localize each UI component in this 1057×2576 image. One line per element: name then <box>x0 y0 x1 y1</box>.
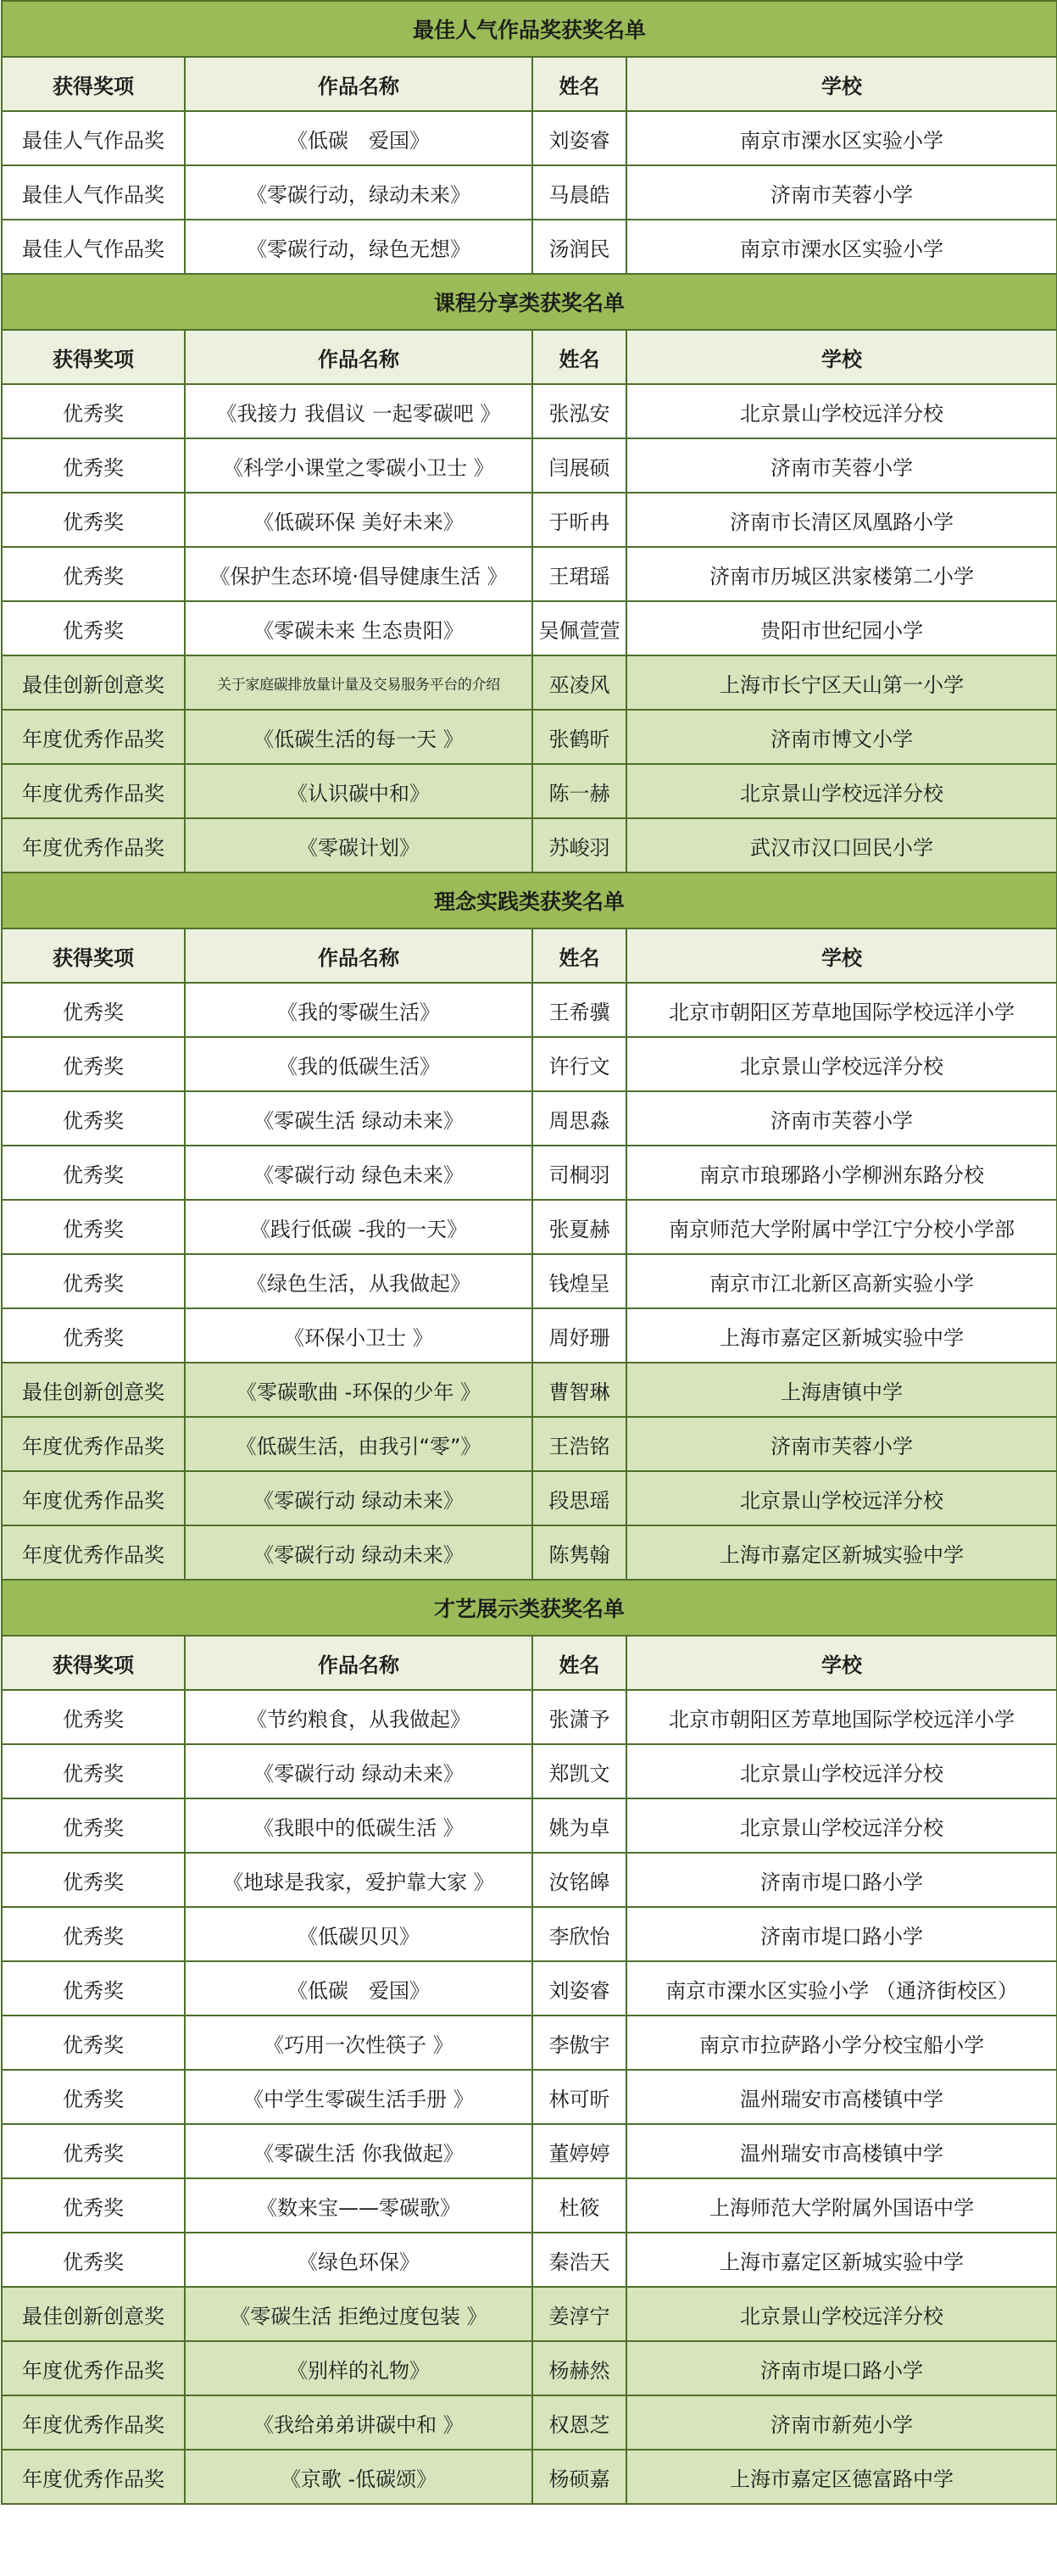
cell-award: 年度优秀作品奖 <box>2 1471 185 1525</box>
cell-name: 杨赫然 <box>532 2341 626 2395</box>
table-row <box>2 2233 1057 2287</box>
table-row <box>2 1363 1057 1417</box>
cell-school: 北京景山学校远洋分校 <box>626 384 1057 438</box>
cell-name: 郑凯文 <box>532 1744 626 1798</box>
table-row <box>2 2341 1057 2395</box>
cell-name: 杜筱 <box>532 2178 626 2233</box>
column-header-row <box>2 57 1057 111</box>
header-award: 获得奖项 <box>2 1636 185 1690</box>
cell-award: 优秀奖 <box>2 2233 185 2287</box>
table-row <box>2 601 1057 655</box>
cell-work: 《零碳行动 绿动未来》 <box>185 1744 532 1798</box>
table-row <box>2 1308 1057 1363</box>
cell-school: 上海师范大学附属外国语中学 <box>626 2178 1057 2233</box>
cell-award: 优秀奖 <box>2 2124 185 2178</box>
cell-school: 济南市堤口路小学 <box>626 1907 1057 1961</box>
cell-award: 最佳创新创意奖 <box>2 655 185 710</box>
cell-name: 权恩芝 <box>532 2395 626 2450</box>
cell-work: 《低碳 爱国》 <box>185 1961 532 2016</box>
cell-award: 年度优秀作品奖 <box>2 2395 185 2450</box>
section-title: 课程分享类获奖名单 <box>2 274 1057 330</box>
cell-name: 闫展硕 <box>532 438 626 493</box>
cell-name: 苏峻羽 <box>532 818 626 873</box>
cell-work: 《低碳生活的每一天 》 <box>185 710 532 764</box>
cell-name: 许行文 <box>532 1037 626 1091</box>
cell-work: 《低碳生活，由我引“零”》 <box>185 1417 532 1471</box>
table-row <box>2 1417 1057 1471</box>
cell-award: 优秀奖 <box>2 438 185 493</box>
cell-work: 《零碳歌曲 -环保的少年 》 <box>185 1363 532 1417</box>
cell-award: 优秀奖 <box>2 2070 185 2124</box>
cell-school: 北京景山学校远洋分校 <box>626 764 1057 818</box>
table-row <box>2 818 1057 873</box>
cell-work: 《绿色生活，从我做起》 <box>185 1254 532 1308</box>
cell-school: 南京市溧水区实验小学 <box>626 220 1057 274</box>
cell-name: 李傲宇 <box>532 2016 626 2070</box>
table-row <box>2 710 1057 764</box>
cell-work: 《节约粮食，从我做起》 <box>185 1690 532 1744</box>
cell-school: 北京景山学校远洋分校 <box>626 1744 1057 1798</box>
cell-work: 《零碳生活 拒绝过度包装 》 <box>185 2287 532 2341</box>
header-school: 学校 <box>626 928 1057 983</box>
cell-work: 《零碳生活 你我做起》 <box>185 2124 532 2178</box>
cell-award: 最佳人气作品奖 <box>2 165 185 220</box>
cell-work: 《零碳行动，绿动未来》 <box>185 165 532 220</box>
table-row <box>2 2178 1057 2233</box>
table-row <box>2 655 1057 710</box>
table-row <box>2 2124 1057 2178</box>
table-row <box>2 1525 1057 1580</box>
cell-award: 年度优秀作品奖 <box>2 2450 185 2504</box>
cell-work: 《零碳行动 绿动未来》 <box>185 1471 532 1525</box>
cell-school: 南京市江北新区高新实验小学 <box>626 1254 1057 1308</box>
cell-name: 李欣怡 <box>532 1907 626 1961</box>
cell-work: 《零碳未来 生态贵阳》 <box>185 601 532 655</box>
cell-name: 于昕冉 <box>532 493 626 547</box>
cell-school: 济南市堤口路小学 <box>626 2341 1057 2395</box>
cell-name: 吴佩萱萱 <box>532 601 626 655</box>
cell-name: 周妤珊 <box>532 1308 626 1363</box>
cell-award: 优秀奖 <box>2 1798 185 1853</box>
cell-award: 优秀奖 <box>2 1853 185 1907</box>
cell-school: 北京景山学校远洋分校 <box>626 1471 1057 1525</box>
cell-school: 济南市历城区洪家楼第二小学 <box>626 547 1057 601</box>
header-name: 姓名 <box>532 928 626 983</box>
cell-school: 上海市长宁区天山第一小学 <box>626 655 1057 710</box>
table-row <box>2 384 1057 438</box>
cell-school: 济南市新苑小学 <box>626 2395 1057 2450</box>
section-title: 才艺展示类获奖名单 <box>2 1580 1057 1636</box>
table-row <box>2 220 1057 274</box>
cell-name: 王希骥 <box>532 983 626 1037</box>
cell-name: 张鹤昕 <box>532 710 626 764</box>
cell-award: 优秀奖 <box>2 1907 185 1961</box>
cell-school: 温州瑞安市高楼镇中学 <box>626 2124 1057 2178</box>
header-work: 作品名称 <box>185 57 532 111</box>
cell-name: 段思瑶 <box>532 1471 626 1525</box>
cell-name: 王珺瑶 <box>532 547 626 601</box>
cell-school: 北京景山学校远洋分校 <box>626 1798 1057 1853</box>
header-name: 姓名 <box>532 57 626 111</box>
column-header-row <box>2 928 1057 983</box>
cell-work: 《零碳行动 绿色未来》 <box>185 1146 532 1200</box>
table-row <box>2 1091 1057 1146</box>
table-row <box>2 2016 1057 2070</box>
cell-name: 董婷婷 <box>532 2124 626 2178</box>
cell-award: 优秀奖 <box>2 1200 185 1254</box>
cell-name: 张泓安 <box>532 384 626 438</box>
cell-award: 优秀奖 <box>2 384 185 438</box>
cell-work: 《零碳计划》 <box>185 818 532 873</box>
cell-school: 温州瑞安市高楼镇中学 <box>626 2070 1057 2124</box>
cell-school: 济南市芙蓉小学 <box>626 165 1057 220</box>
cell-school: 贵阳市世纪园小学 <box>626 601 1057 655</box>
cell-award: 年度优秀作品奖 <box>2 1525 185 1580</box>
cell-award: 最佳创新创意奖 <box>2 2287 185 2341</box>
cell-name: 姚为卓 <box>532 1798 626 1853</box>
header-work: 作品名称 <box>185 928 532 983</box>
cell-award: 优秀奖 <box>2 2178 185 2233</box>
cell-work: 《别样的礼物》 <box>185 2341 532 2395</box>
cell-school: 南京师范大学附属中学江宁分校小学部 <box>626 1200 1057 1254</box>
table-row <box>2 1037 1057 1091</box>
cell-work: 《践行低碳 -我的一天》 <box>185 1200 532 1254</box>
header-name: 姓名 <box>532 330 626 384</box>
cell-name: 姜淳宁 <box>532 2287 626 2341</box>
section-title: 最佳人气作品奖获奖名单 <box>2 1 1057 57</box>
cell-award: 优秀奖 <box>2 1146 185 1200</box>
cell-award: 优秀奖 <box>2 983 185 1037</box>
cell-name: 汤润民 <box>532 220 626 274</box>
cell-school: 济南市堤口路小学 <box>626 1853 1057 1907</box>
section-title-row <box>2 1 1057 57</box>
cell-work: 《京歌 -低碳颂》 <box>185 2450 532 2504</box>
cell-award: 优秀奖 <box>2 601 185 655</box>
cell-school: 南京市琅琊路小学柳洲东路分校 <box>626 1146 1057 1200</box>
cell-work: 《绿色环保》 <box>185 2233 532 2287</box>
section-title-row <box>2 274 1057 330</box>
cell-work: 《数来宝——零碳歌》 <box>185 2178 532 2233</box>
table-row <box>2 1690 1057 1744</box>
cell-work: 《巧用一次性筷子 》 <box>185 2016 532 2070</box>
cell-award: 最佳创新创意奖 <box>2 1363 185 1417</box>
table-row <box>2 1798 1057 1853</box>
table-row <box>2 1907 1057 1961</box>
cell-award: 最佳人气作品奖 <box>2 111 185 165</box>
cell-school: 济南市博文小学 <box>626 710 1057 764</box>
section-title-row <box>2 873 1057 928</box>
cell-name: 刘姿睿 <box>532 1961 626 2016</box>
table-row <box>2 2070 1057 2124</box>
cell-school: 济南市芙蓉小学 <box>626 1417 1057 1471</box>
cell-school: 武汉市汉口回民小学 <box>626 818 1057 873</box>
table-row <box>2 983 1057 1037</box>
table-row <box>2 1254 1057 1308</box>
cell-award: 年度优秀作品奖 <box>2 2341 185 2395</box>
cell-school: 济南市芙蓉小学 <box>626 438 1057 493</box>
cell-work: 《零碳行动 绿动未来》 <box>185 1525 532 1580</box>
award-list-body <box>2 1 1057 2504</box>
header-school: 学校 <box>626 1636 1057 1690</box>
cell-school: 济南市长清区凤凰路小学 <box>626 493 1057 547</box>
cell-name: 张夏赫 <box>532 1200 626 1254</box>
cell-work: 《低碳 爱国》 <box>185 111 532 165</box>
table-row <box>2 2395 1057 2450</box>
cell-work: 《零碳行动，绿色无想》 <box>185 220 532 274</box>
cell-work: 《地球是我家，爱护靠大家 》 <box>185 1853 532 1907</box>
cell-work: 《我给弟弟讲碳中和 》 <box>185 2395 532 2450</box>
cell-award: 优秀奖 <box>2 2016 185 2070</box>
table-row <box>2 2287 1057 2341</box>
cell-award: 优秀奖 <box>2 547 185 601</box>
table-row <box>2 764 1057 818</box>
cell-award: 最佳人气作品奖 <box>2 220 185 274</box>
cell-work: 《认识碳中和》 <box>185 764 532 818</box>
cell-name: 陈一赫 <box>532 764 626 818</box>
table-row <box>2 547 1057 601</box>
cell-work: 《零碳生活 绿动未来》 <box>185 1091 532 1146</box>
cell-school: 上海市嘉定区德富路中学 <box>626 2450 1057 2504</box>
header-name: 姓名 <box>532 1636 626 1690</box>
cell-school: 北京景山学校远洋分校 <box>626 2287 1057 2341</box>
cell-school: 南京市溧水区实验小学 <box>626 111 1057 165</box>
cell-award: 年度优秀作品奖 <box>2 764 185 818</box>
cell-award: 优秀奖 <box>2 1308 185 1363</box>
cell-award: 年度优秀作品奖 <box>2 1417 185 1471</box>
cell-name: 张潇予 <box>532 1690 626 1744</box>
cell-school: 南京市溧水区实验小学 （通济街校区） <box>626 1961 1057 2016</box>
cell-school: 南京市拉萨路小学分校宝船小学 <box>626 2016 1057 2070</box>
table-row <box>2 493 1057 547</box>
cell-name: 林可昕 <box>532 2070 626 2124</box>
cell-award: 优秀奖 <box>2 1091 185 1146</box>
cell-name: 钱煌呈 <box>532 1254 626 1308</box>
table-row <box>2 2450 1057 2504</box>
column-header-row <box>2 330 1057 384</box>
cell-award: 年度优秀作品奖 <box>2 818 185 873</box>
cell-work: 《中学生零碳生活手册 》 <box>185 2070 532 2124</box>
cell-name: 杨硕嘉 <box>532 2450 626 2504</box>
cell-name: 陈隽翰 <box>532 1525 626 1580</box>
cell-award: 优秀奖 <box>2 493 185 547</box>
header-award: 获得奖项 <box>2 928 185 983</box>
cell-name: 秦浩天 <box>532 2233 626 2287</box>
table-row <box>2 1200 1057 1254</box>
cell-school: 上海唐镇中学 <box>626 1363 1057 1417</box>
cell-award: 优秀奖 <box>2 1690 185 1744</box>
cell-school: 上海市嘉定区新城实验中学 <box>626 1308 1057 1363</box>
cell-work: 《环保小卫士 》 <box>185 1308 532 1363</box>
cell-name: 曹智琳 <box>532 1363 626 1417</box>
table-row <box>2 165 1057 220</box>
header-work: 作品名称 <box>185 1636 532 1690</box>
cell-award: 优秀奖 <box>2 1961 185 2016</box>
header-work: 作品名称 <box>185 330 532 384</box>
cell-school: 济南市芙蓉小学 <box>626 1091 1057 1146</box>
cell-award: 优秀奖 <box>2 1254 185 1308</box>
cell-school: 北京景山学校远洋分校 <box>626 1037 1057 1091</box>
cell-work: 《科学小课堂之零碳小卫士 》 <box>185 438 532 493</box>
cell-award: 优秀奖 <box>2 1037 185 1091</box>
table-row <box>2 111 1057 165</box>
section-title-row <box>2 1580 1057 1636</box>
table-row <box>2 1146 1057 1200</box>
header-award: 获得奖项 <box>2 57 185 111</box>
cell-name: 刘姿睿 <box>532 111 626 165</box>
column-header-row <box>2 1636 1057 1690</box>
section-title: 理念实践类获奖名单 <box>2 873 1057 928</box>
cell-work: 关于家庭碳排放量计量及交易服务平台的介绍 <box>185 655 532 710</box>
cell-school: 北京市朝阳区芳草地国际学校远洋小学 <box>626 1690 1057 1744</box>
header-school: 学校 <box>626 57 1057 111</box>
cell-work: 《低碳贝贝》 <box>185 1907 532 1961</box>
cell-school: 北京市朝阳区芳草地国际学校远洋小学 <box>626 983 1057 1037</box>
cell-award: 年度优秀作品奖 <box>2 710 185 764</box>
cell-name: 王浩铭 <box>532 1417 626 1471</box>
cell-name: 马晨皓 <box>532 165 626 220</box>
cell-work: 《我眼中的低碳生活 》 <box>185 1798 532 1853</box>
cell-name: 汝铭皞 <box>532 1853 626 1907</box>
table-row <box>2 1961 1057 2016</box>
cell-name: 巫凌风 <box>532 655 626 710</box>
table-row <box>2 1744 1057 1798</box>
cell-name: 司桐羽 <box>532 1146 626 1200</box>
table-row <box>2 438 1057 493</box>
table-row <box>2 1471 1057 1525</box>
cell-work: 《低碳环保 美好未来》 <box>185 493 532 547</box>
header-award: 获得奖项 <box>2 330 185 384</box>
cell-school: 上海市嘉定区新城实验中学 <box>626 2233 1057 2287</box>
cell-school: 上海市嘉定区新城实验中学 <box>626 1525 1057 1580</box>
cell-work: 《我的低碳生活》 <box>185 1037 532 1091</box>
cell-work: 《我的零碳生活》 <box>185 983 532 1037</box>
header-school: 学校 <box>626 330 1057 384</box>
cell-work: 《我接力 我倡议 一起零碳吧 》 <box>185 384 532 438</box>
cell-work: 《保护生态环境·倡导健康生活 》 <box>185 547 532 601</box>
cell-name: 周思淼 <box>532 1091 626 1146</box>
cell-award: 优秀奖 <box>2 1744 185 1798</box>
award-list-table <box>1 0 1057 2505</box>
table-row <box>2 1853 1057 1907</box>
